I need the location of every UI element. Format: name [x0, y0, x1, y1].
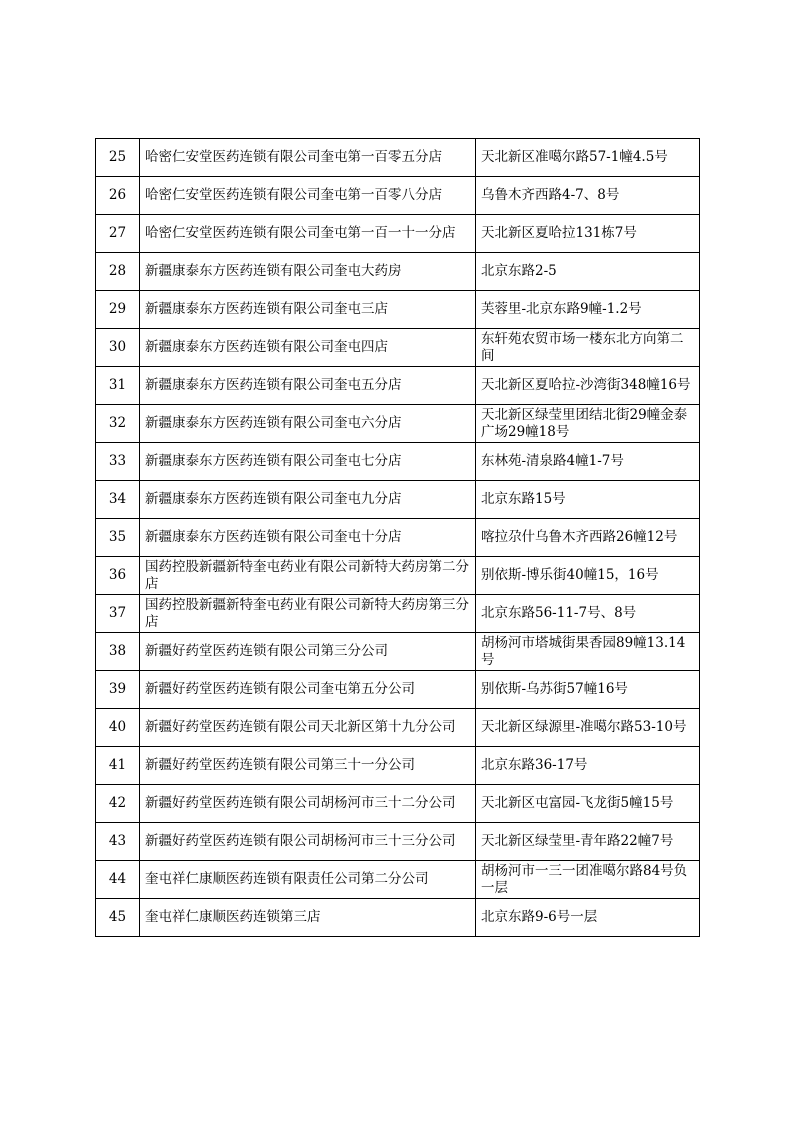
store-address: 北京东路9-6号一层 [476, 899, 700, 937]
table-row [96, 823, 700, 861]
store-name: 新疆康泰东方医药连锁有限公司奎屯四店 [140, 329, 476, 367]
table-row [96, 367, 700, 405]
table-row [96, 709, 700, 747]
table-row [96, 139, 700, 177]
table-row [96, 899, 700, 937]
store-name: 哈密仁安堂医药连锁有限公司奎屯第一百零八分店 [140, 177, 476, 215]
table-row [96, 329, 700, 367]
store-address: 天北新区绿源里-准噶尔路53-10号 [476, 709, 700, 747]
row-number: 31 [96, 367, 140, 405]
store-name: 新疆好药堂医药连锁有限公司奎屯第五分公司 [140, 671, 476, 709]
store-name: 新疆康泰东方医药连锁有限公司奎屯六分店 [140, 405, 476, 443]
row-number: 34 [96, 481, 140, 519]
row-number: 29 [96, 291, 140, 329]
store-address: 天北新区绿莹里团结北街29幢金泰广场29幢18号 [476, 405, 700, 443]
store-address: 天北新区夏哈拉-沙湾街348幢16号 [476, 367, 700, 405]
row-number: 42 [96, 785, 140, 823]
row-number: 39 [96, 671, 140, 709]
store-address: 北京东路2-5 [476, 253, 700, 291]
store-address: 喀拉尕什乌鲁木齐西路26幢12号 [476, 519, 700, 557]
store-name: 新疆康泰东方医药连锁有限公司奎屯大药房 [140, 253, 476, 291]
table-row [96, 291, 700, 329]
table-row [96, 785, 700, 823]
row-number: 37 [96, 595, 140, 633]
row-number: 33 [96, 443, 140, 481]
store-name: 新疆好药堂医药连锁有限公司胡杨河市三十二分公司 [140, 785, 476, 823]
store-address: 天北新区准噶尔路57-1幢4.5号 [476, 139, 700, 177]
store-address: 北京东路36-17号 [476, 747, 700, 785]
pharmacy-table [95, 138, 700, 937]
store-address: 天北新区夏哈拉131栋7号 [476, 215, 700, 253]
row-number: 35 [96, 519, 140, 557]
row-number: 38 [96, 633, 140, 671]
store-address: 别依斯-博乐街40幢15，16号 [476, 557, 700, 595]
store-name: 哈密仁安堂医药连锁有限公司奎屯第一百零五分店 [140, 139, 476, 177]
store-address: 别依斯-乌苏街57幢16号 [476, 671, 700, 709]
store-name: 哈密仁安堂医药连锁有限公司奎屯第一百一十一分店 [140, 215, 476, 253]
table-body [96, 139, 700, 937]
store-name: 奎屯祥仁康顺医药连锁第三店 [140, 899, 476, 937]
row-number: 44 [96, 861, 140, 899]
table-row [96, 215, 700, 253]
store-address: 天北新区屯富园-飞龙街5幢15号 [476, 785, 700, 823]
row-number: 45 [96, 899, 140, 937]
table-row [96, 443, 700, 481]
table-row [96, 405, 700, 443]
row-number: 41 [96, 747, 140, 785]
table-row [96, 557, 700, 595]
store-name: 新疆好药堂医药连锁有限公司第三十一分公司 [140, 747, 476, 785]
table-row [96, 253, 700, 291]
store-address: 胡杨河市一三一团准噶尔路84号负一层 [476, 861, 700, 899]
table-row [96, 519, 700, 557]
store-name: 国药控股新疆新特奎屯药业有限公司新特大药房第二分店 [140, 557, 476, 595]
table-row [96, 595, 700, 633]
store-name: 新疆好药堂医药连锁有限公司胡杨河市三十三分公司 [140, 823, 476, 861]
store-name: 新疆好药堂医药连锁有限公司天北新区第十九分公司 [140, 709, 476, 747]
store-address: 芙蓉里-北京东路9幢-1.2号 [476, 291, 700, 329]
store-address: 北京东路15号 [476, 481, 700, 519]
row-number: 40 [96, 709, 140, 747]
table-row [96, 861, 700, 899]
table-row [96, 633, 700, 671]
row-number: 32 [96, 405, 140, 443]
row-number: 36 [96, 557, 140, 595]
store-name: 新疆康泰东方医药连锁有限公司奎屯三店 [140, 291, 476, 329]
store-name: 新疆康泰东方医药连锁有限公司奎屯五分店 [140, 367, 476, 405]
store-name: 新疆好药堂医药连锁有限公司第三分公司 [140, 633, 476, 671]
store-name: 新疆康泰东方医药连锁有限公司奎屯十分店 [140, 519, 476, 557]
table-row [96, 177, 700, 215]
store-address: 东林苑-清泉路4幢1-7号 [476, 443, 700, 481]
store-address: 乌鲁木齐西路4-7、8号 [476, 177, 700, 215]
store-name: 新疆康泰东方医药连锁有限公司奎屯七分店 [140, 443, 476, 481]
row-number: 27 [96, 215, 140, 253]
store-name: 新疆康泰东方医药连锁有限公司奎屯九分店 [140, 481, 476, 519]
store-address: 北京东路56-11-7号、8号 [476, 595, 700, 633]
row-number: 43 [96, 823, 140, 861]
row-number: 28 [96, 253, 140, 291]
row-number: 30 [96, 329, 140, 367]
table-row [96, 747, 700, 785]
table-row [96, 481, 700, 519]
row-number: 25 [96, 139, 140, 177]
store-address: 天北新区绿莹里-青年路22幢7号 [476, 823, 700, 861]
store-address: 胡杨河市塔城街果香园89幢13.14号 [476, 633, 700, 671]
store-name: 奎屯祥仁康顺医药连锁有限责任公司第二分公司 [140, 861, 476, 899]
store-name: 国药控股新疆新特奎屯药业有限公司新特大药房第三分店 [140, 595, 476, 633]
store-address: 东轩苑农贸市场一楼东北方向第二间 [476, 329, 700, 367]
row-number: 26 [96, 177, 140, 215]
table-row [96, 671, 700, 709]
